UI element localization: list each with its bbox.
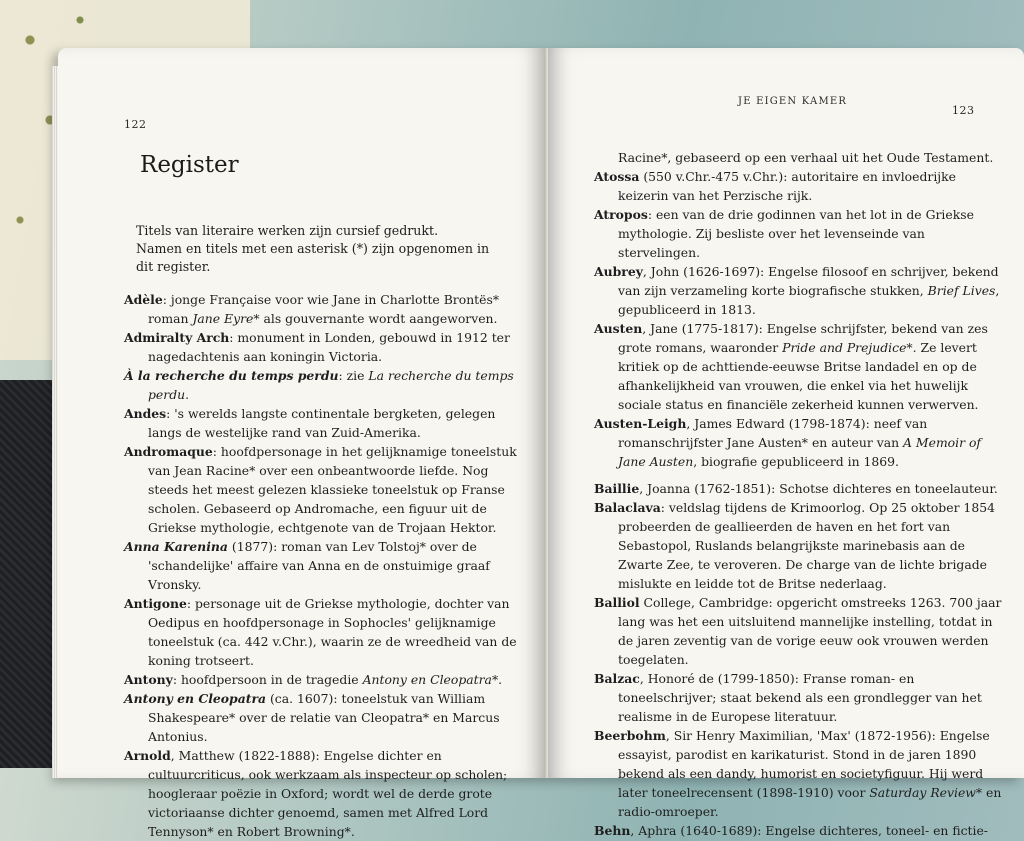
entry-headword: Anna Karenina — [124, 539, 228, 554]
entry-text: : 's werelds langste continentale bergketen, gelegen langs de westelijke rand van Zuid-Amerika. — [148, 406, 496, 440]
entry-headword: Behn — [594, 823, 631, 838]
entry-text: . — [498, 672, 503, 687]
entry-text: als gouvernante wordt aangeworven. — [259, 311, 498, 326]
register-entry — [594, 205, 1002, 262]
register-entry — [124, 442, 528, 537]
register-entries-right — [594, 148, 1002, 840]
entry-text: : monument in Londen, gebouwd in 1912 ter nagedachtenis aan koningin Victoria. — [148, 330, 510, 364]
entry-headword: À la recherche du temps perdu — [124, 368, 339, 383]
entry-text: : hoofdpersonage in het gelijknamige toneelstuk van Jean Racine* over een onbeantwoorde liefde. Nog steeds het meest gelezen klassieke toneelstuk op Franse scholen. Gebaseerd op Andromache, een figuur uit de Griekse mythologie, echtgenote van de Trojaan Hektor. — [148, 444, 517, 535]
intro-line: Namen en titels met een asterisk (*) zijn opgenomen in dit register. — [136, 241, 490, 274]
left-page-number: 122 — [124, 118, 147, 131]
register-entry — [124, 366, 528, 404]
entry-text: : hoofdpersoon in de tragedie — [172, 672, 363, 687]
register-entry — [124, 670, 528, 689]
register-entry — [594, 167, 1002, 205]
entry-headword: Austen-Leigh — [594, 416, 687, 431]
entry-title-italic: Saturday Review* — [869, 785, 983, 800]
entry-headword: Adèle — [124, 292, 163, 307]
entry-text: en radio-omroeper. — [618, 785, 1002, 819]
register-entry — [124, 537, 528, 594]
entry-headword: Andes — [124, 406, 167, 421]
register-entry — [124, 328, 528, 366]
entry-title-italic: La recherche du temps perdu — [148, 368, 514, 402]
entry-headword: Beerbohm — [594, 728, 666, 743]
entry-text: : veldslag tijdens de Krimoorlog. Op 25 oktober 1854 probeerden de geallieerden de haven en het fort van Sebastopol, Ruslands belangrijkste marinebasis aan de Zwarte Zee, te veroveren. De charge van de lichte brigade mislukte en leidde tot de Britse nederlaag. — [618, 500, 995, 591]
entry-text: (550 v.Chr.-475 v.Chr.): autoritaire en invloedrijke keizerin van het Perzische rijk. — [618, 169, 956, 203]
register-intro — [136, 222, 496, 276]
entry-headword: Antony en Cleopatra — [124, 691, 267, 706]
register-entry — [124, 746, 528, 841]
entry-text: : jonge Française voor wie Jane in Charlotte Brontës* roman — [148, 292, 500, 326]
entry-continuation: Racine*, gebaseerd op een verhaal uit het Oude Testament. — [618, 150, 994, 165]
entry-text: : personage uit de Griekse mythologie, dochter van Oedipus en hoofdpersonage in Sophocles' gelijknamige toneelstuk (ca. 442 v.Chr.), waarin ze de wreedheid van de koning trotseert. — [148, 596, 517, 668]
entry-headword: Admiralty Arch — [124, 330, 230, 345]
entry-title-italic: Pride and Prejudice* — [782, 340, 913, 355]
register-entry — [594, 319, 1002, 414]
dark-cloth-backdrop — [0, 380, 60, 768]
entry-text: : een van de drie godinnen van het lot in de Griekse mythologie. Zij besliste over het levenseinde van stervelingen. — [618, 207, 974, 260]
entry-headword: Andromaque — [124, 444, 213, 459]
entry-headword: Atossa — [594, 169, 640, 184]
entry-headword: Aubrey — [594, 264, 643, 279]
entry-headword: Austen — [594, 321, 643, 336]
entry-text: : zie — [338, 368, 369, 383]
entry-text: , John (1626-1697): Engelse filosoof en schrijver, bekend van zijn verzameling korte biografische stukken, — [618, 264, 999, 298]
register-entry — [594, 726, 1002, 821]
entry-headword: Balzac — [594, 671, 640, 686]
entry-text: (1877): roman van Lev Tolstoj* over de 'schandelijke' affaire van Anna en de onstuimige graaf Vronsky. — [148, 539, 490, 592]
left-page — [58, 48, 544, 839]
entry-text: , Honoré de (1799-1850): Franse roman- en toneelschrijver; staat bekend als een grondlegger van het realisme in de Europese literatuur. — [618, 671, 982, 724]
register-entry — [594, 479, 1002, 498]
open-book — [58, 48, 1024, 839]
entry-text: , James Edward (1798-1874): neef van romanschrijfster Jane Austen* en auteur van — [618, 416, 928, 450]
page-title: Register — [140, 152, 239, 178]
right-page — [548, 48, 1024, 838]
intro-line: Titels van literaire werken zijn cursief gedrukt. — [136, 223, 439, 238]
entry-text: , biografie gepubliceerd in 1869. — [693, 454, 899, 469]
entry-headword: Antigone — [124, 596, 187, 611]
register-entry — [594, 593, 1002, 669]
register-entry — [594, 414, 1002, 471]
entry-text: (ca. 1607): toneelstuk van William Shakespeare* over de relatie van Cleopatra* en Marcus Antonius. — [148, 691, 500, 744]
entry-title-italic: A Memoir of Jane Austen — [618, 435, 982, 469]
entry-title-italic: Antony en Cleopatra* — [362, 672, 499, 687]
entry-headword: Balliol — [594, 595, 640, 610]
entry-text: College, Cambridge: opgericht omstreeks 1263. 700 jaar lang was het een uitsluitend mannelijke instelling, totdat in de jaren zeventig van de vorige eeuw ook vrouwen werden toegelaten. — [618, 595, 1002, 667]
entry-headword: Baillie — [594, 481, 640, 496]
register-entry — [594, 669, 1002, 726]
register-entry — [594, 262, 1002, 319]
entry-text: . Ze levert kritiek op de achttiende-eeuwse Britse landadel en op de afhankelijkheid van vrouwen, die enkel via het huwelijk sociale status en financiële zekerheid kunnen verwerven. — [618, 340, 979, 412]
right-page-number: 123 — [952, 104, 975, 117]
entry-title-italic: Brief Lives — [927, 283, 996, 298]
entry-text: , Jane (1775-1817): Engelse schrijfster, bekend van zes grote romans, waaronder — [618, 321, 988, 355]
entry-headword: Arnold — [124, 748, 171, 763]
register-entry — [594, 821, 1002, 840]
entry-title-italic: Jane Eyre* — [192, 311, 260, 326]
entry-text: , Matthew (1822-1888): Engelse dichter en cultuurcriticus, ook werkzaam als inspecteur op scholen; hoogleraar poëzie in Oxford; wordt wel de derde grote victoriaanse dichter genoemd, samen met Alfred Lord Tennyson* en Robert Browning*. — [148, 748, 508, 839]
register-entry — [124, 404, 528, 442]
register-entry — [124, 689, 528, 746]
entry-text: , Sir Henry Maximilian, 'Max' (1872-1956): Engelse essayist, parodist en karikaturist. Stond in de jaren 1890 bekend als een dandy, humorist en societyfiguur. Hij werd later toneelrecensent (1898-1910) voor — [618, 728, 990, 800]
register-entry — [124, 594, 528, 670]
entry-text: , Aphra (1640-1689): Engelse dichteres, toneel- en fictie- — [630, 823, 988, 838]
entry-text: , Joanna (1762-1851): Schotse dichteres en toneelauteur. — [639, 481, 998, 496]
register-entry — [594, 498, 1002, 593]
entry-headword: Antony — [124, 672, 173, 687]
entry-text: , gepubliceerd in 1813. — [618, 283, 1000, 317]
entry-headword: Balaclava — [594, 500, 661, 515]
register-entries-left — [124, 290, 528, 841]
entry-text: . — [185, 387, 190, 402]
entry-headword: Atropos — [594, 207, 648, 222]
running-head: JE EIGEN KAMER — [738, 96, 848, 107]
register-entry — [124, 290, 528, 328]
